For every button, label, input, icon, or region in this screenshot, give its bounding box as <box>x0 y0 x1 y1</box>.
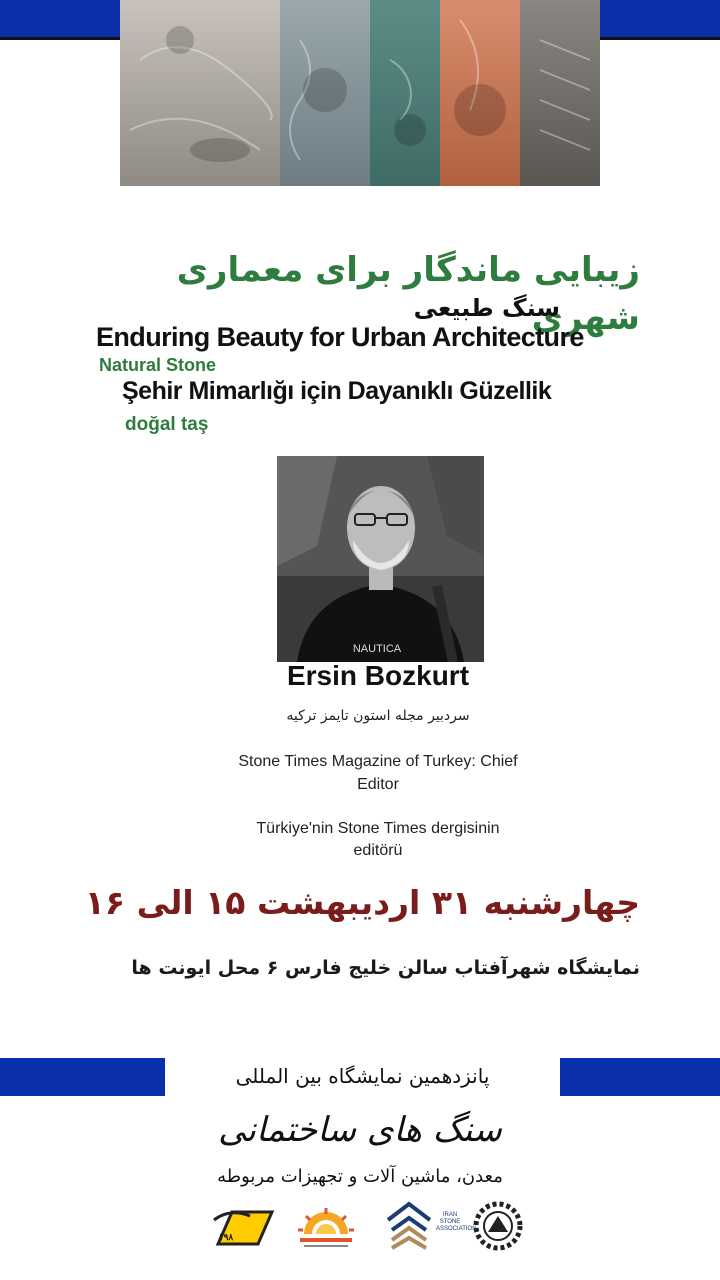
bottom-blue-bar-left <box>0 1058 165 1096</box>
anniversary-198-logo <box>210 1206 280 1250</box>
subtitle-turkish: doğal taş <box>125 414 209 435</box>
title-english: Enduring Beauty for Urban Architecture <box>96 322 584 352</box>
iran-stone-association-logo <box>386 1200 432 1250</box>
header-stone-relief-image <box>120 0 600 186</box>
exhibition-subtitle-persian: معدن، ماشین آلات و تجهیزات مربوطه <box>217 1166 503 1187</box>
sun-exhibition-logo <box>294 1206 358 1250</box>
speaker-role-persian: سردبیر مجله استون تایمز ترکیه <box>286 708 470 724</box>
engineering-gear-logo <box>472 1200 524 1252</box>
speaker-name: Ersin Bozkurt <box>286 660 470 691</box>
iran-stone-association-text: IRAN STONE ASSOCIATION <box>436 1212 477 1232</box>
speaker-role-english: Stone Times Magazine of Turkey: Chief Editor <box>238 753 518 793</box>
speaker-role-turkish: Türkiye'nin Stone Times dergisinin editörü <box>256 820 500 859</box>
speaker-photo <box>277 456 484 662</box>
anniversary-number-text: ۱۹۸ <box>218 1232 234 1242</box>
bottom-blue-bar-right <box>560 1058 720 1096</box>
event-date-persian: چهارشنبه ۳۱ اردیبهشت ۱۵ الی ۱۶ <box>84 883 640 922</box>
event-venue-persian: نمایشگاه شهرآفتاب سالن خلیج فارس ۶ محل ایونت ها <box>131 957 640 979</box>
top-blue-bar-right <box>600 0 720 40</box>
shirt-logo-text: NAUTICA <box>352 643 402 655</box>
top-blue-bar-left <box>0 0 120 40</box>
subtitle-english: Natural Stone <box>99 355 217 375</box>
subtitle-persian: سنگ طبیعی <box>413 294 560 322</box>
title-turkish: Şehir Mimarlığı için Dayanıklı Güzellik <box>122 377 552 405</box>
title-persian: زیبایی ماندگار برای معماری شهری <box>176 250 640 338</box>
exhibition-title-persian: سنگ های ساختمانی <box>218 1110 502 1150</box>
exhibition-name-persian: پانزدهمین نمایشگاه بین المللی <box>165 1056 560 1096</box>
